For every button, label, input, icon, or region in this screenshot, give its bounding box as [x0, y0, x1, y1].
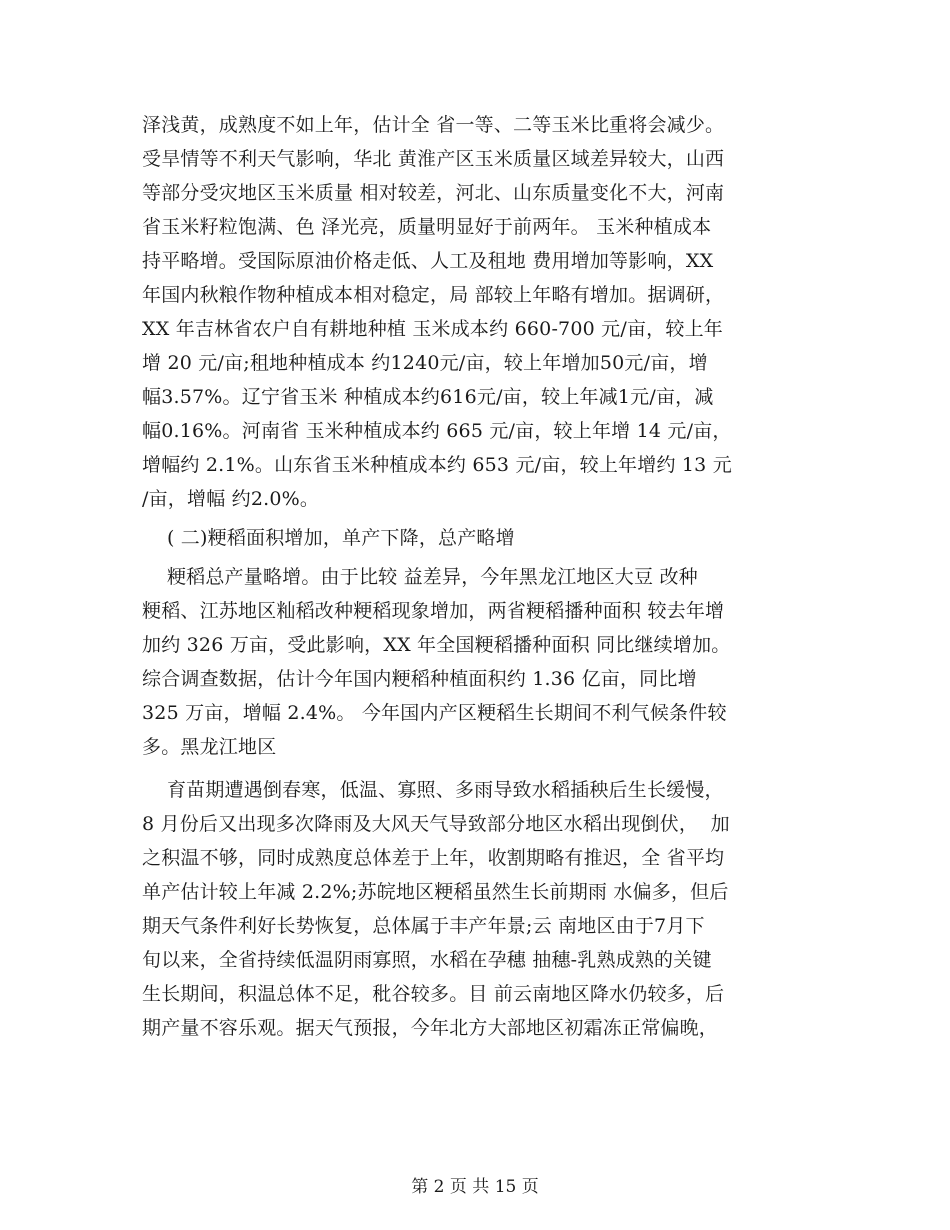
text-line: 泽浅黄，成熟度不如上年，估计全 省一等、二等玉米比重将会减少。	[142, 114, 725, 136]
text-line: 多。黑龙江地区	[142, 736, 277, 758]
text-line: 之积温不够，同时成熟度总体差于上年，收割期略有推迟，全 省平均	[142, 847, 725, 869]
text-line: 幅0.16%。河南省 玉米种植成本约 665 元/亩，较上年增 14 元/亩，	[142, 420, 732, 442]
text-line: 加约 326 万亩，受此影响，XX 年全国粳稻播种面积 同比继续增加。	[142, 634, 731, 656]
text-line: 持平略增。受国际原油价格走低、人工及租地 费用增加等影响，XX	[142, 250, 714, 272]
text-line: 8 月份后又出现多次降雨及大风天气导致部分地区水稻出现倒伏， 加	[142, 813, 730, 835]
text-line: 期产量不容乐观。据天气预报，今年北方大部地区初霜冻正常偏晚，	[142, 1017, 719, 1039]
text-line: 育苗期遭遇倒春寒，低温、寡照、多雨导致水稻插秧后生长缓慢，	[142, 779, 724, 801]
text-line: 幅3.57%。辽宁省玉米 种植成本约616元/亩，较上年减1元/亩，减	[142, 386, 714, 408]
text-line: 年国内秋粮作物种植成本相对稳定，局 部较上年略有增加。据调研，	[142, 284, 725, 306]
text-line: 省玉米籽粒饱满、色 泽光亮，质量明显好于前两年。 玉米种植成本	[142, 216, 712, 238]
text-line: 旬以来，全省持续低温阴雨寡照，水稻在孕穗 抽穗-乳熟成熟的关键	[142, 949, 712, 971]
text-line: 增 20 元/亩;租地种植成本 约1240元/亩，较上年增加50元/亩，增	[142, 352, 708, 374]
text-line: 期天气条件利好长势恢复，总体属于丰产年景;云 南地区由于7月下	[142, 915, 705, 937]
text-line: 综合调查数据，估计今年国内粳稻种植面积约 1.36 亿亩，同比增	[142, 668, 697, 690]
text-line: 单产估计较上年减 2.2%;苏皖地区粳稻虽然生长前期雨 水偏多，但后	[142, 881, 729, 903]
text-line: 等部分受灾地区玉米质量 相对较差，河北、山东质量变化不大，河南	[142, 182, 725, 204]
text-line: XX 年吉林省农户自有耕地种植 玉米成本约 660-700 元/亩，较上年	[142, 318, 723, 340]
section-heading: ( 二)粳稻面积增加，单产下降，总产略增	[142, 527, 515, 549]
text-line: 生长期间，积温总体不足，秕谷较多。目 前云南地区降水仍较多，后	[142, 983, 725, 1005]
text-line: 粳稻总产量略增。由于比较 益差异，今年黑龙江地区大豆 改种	[142, 566, 698, 588]
text-line: 增幅约 2.1%。山东省玉米种植成本约 653 元/亩，较上年增约 13 元	[142, 454, 732, 476]
text-line: 粳稻、江苏地区籼稻改种粳稻现象增加，两省粳稻播种面积 较去年增	[142, 600, 725, 622]
text-line: 325 万亩，增幅 2.4%。 今年国内产区粳稻生长期间不利气候条件较	[142, 702, 727, 724]
page-footer: 第 2 页 共 15 页	[411, 1177, 539, 1197]
text-line: /亩，增幅 约2.0%。	[142, 488, 320, 510]
text-line: 受旱情等不利天气影响，华北 黄淮产区玉米质量区域差异较大，山西	[142, 148, 725, 170]
